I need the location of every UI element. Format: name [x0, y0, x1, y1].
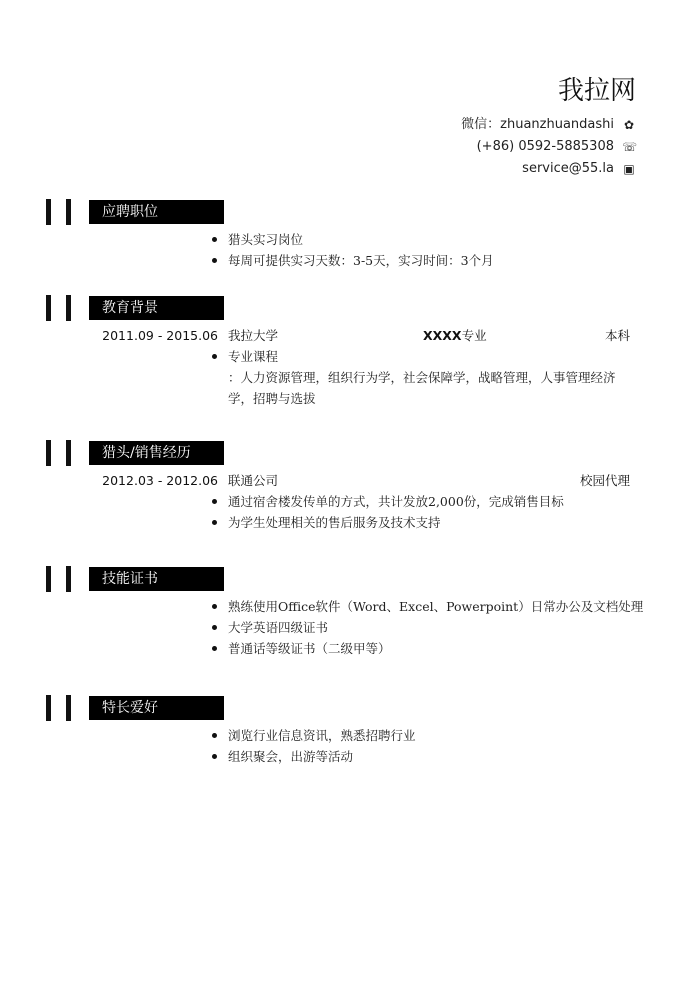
degree: 本科 — [604, 328, 630, 343]
section-title: 教育背景 — [89, 296, 224, 320]
marker-bar — [66, 199, 71, 225]
flower-icon: ✿ — [623, 118, 635, 132]
marker-bar — [66, 295, 71, 321]
section-content — [0, 325, 700, 409]
phone-icon: ☏ — [622, 140, 638, 154]
marker-bar — [46, 566, 51, 592]
marker-bar — [46, 440, 51, 466]
section-title: 特长爱好 — [89, 696, 224, 720]
course-detail: ：人力资源管理，组织行为学，社会保障学，战略管理，人事管理经济学，招聘与选拔 — [228, 370, 616, 406]
role-name: 校园代理 — [579, 473, 630, 488]
marker-bar — [46, 295, 51, 321]
school-name: 我拉大学 — [228, 328, 279, 343]
list-item: 每周可提供实习天数：3-5天，实习时间：3个月 — [0, 250, 700, 271]
list-item: 猎头实习岗位 — [0, 229, 700, 250]
marker-bar — [46, 695, 51, 721]
marker-bar — [46, 199, 51, 225]
list-item: 普通话等级证书（二级甲等） — [0, 638, 700, 659]
wechat-text: 微信：zhuanzhuandashi — [461, 117, 614, 132]
section-content — [0, 470, 700, 533]
email-line — [461, 158, 636, 180]
list-item: 通过宿舍楼发传单的方式，共计发放2,000份，完成销售目标 — [0, 491, 700, 512]
section-title: 猎头/销售经历 — [89, 441, 224, 465]
wechat-line — [461, 114, 636, 136]
company-name: 联通公司 — [228, 473, 279, 488]
marker-bar — [66, 695, 71, 721]
section-content — [0, 596, 700, 659]
marker-bar — [66, 440, 71, 466]
email-icon: ▣ — [623, 162, 635, 176]
phone-text: (+86) 0592-5885308 — [476, 139, 614, 154]
list-item: 专业课程 — [0, 346, 700, 367]
section-title: 技能证书 — [89, 567, 224, 591]
section-content — [0, 229, 700, 271]
education-entry — [0, 325, 700, 346]
list-item: 为学生处理相关的售后服务及技术支持 — [0, 512, 700, 533]
major-suffix: 专业 — [461, 328, 487, 343]
section-title: 应聘职位 — [89, 200, 224, 224]
resume-header — [461, 74, 636, 180]
email-text: service@55.la — [522, 161, 614, 176]
section-content — [0, 725, 700, 767]
major — [423, 325, 487, 346]
education-date: 2011.09 - 2015.06 — [102, 328, 218, 343]
list-item: 组织聚会，出游等活动 — [0, 746, 700, 767]
experience-date: 2012.03 - 2012.06 — [102, 473, 218, 488]
resume-name: 我拉网 — [557, 76, 636, 106]
phone-line — [461, 136, 636, 158]
list-item: 大学英语四级证书 — [0, 617, 700, 638]
list-item: 浏览行业信息资讯，熟悉招聘行业 — [0, 725, 700, 746]
marker-bar — [66, 566, 71, 592]
experience-entry — [0, 470, 700, 491]
list-item: 熟练使用Office软件（Word、Excel、Powerpoint）日常办公及文档处理 — [0, 596, 700, 617]
major-name: XXXX — [423, 328, 462, 343]
